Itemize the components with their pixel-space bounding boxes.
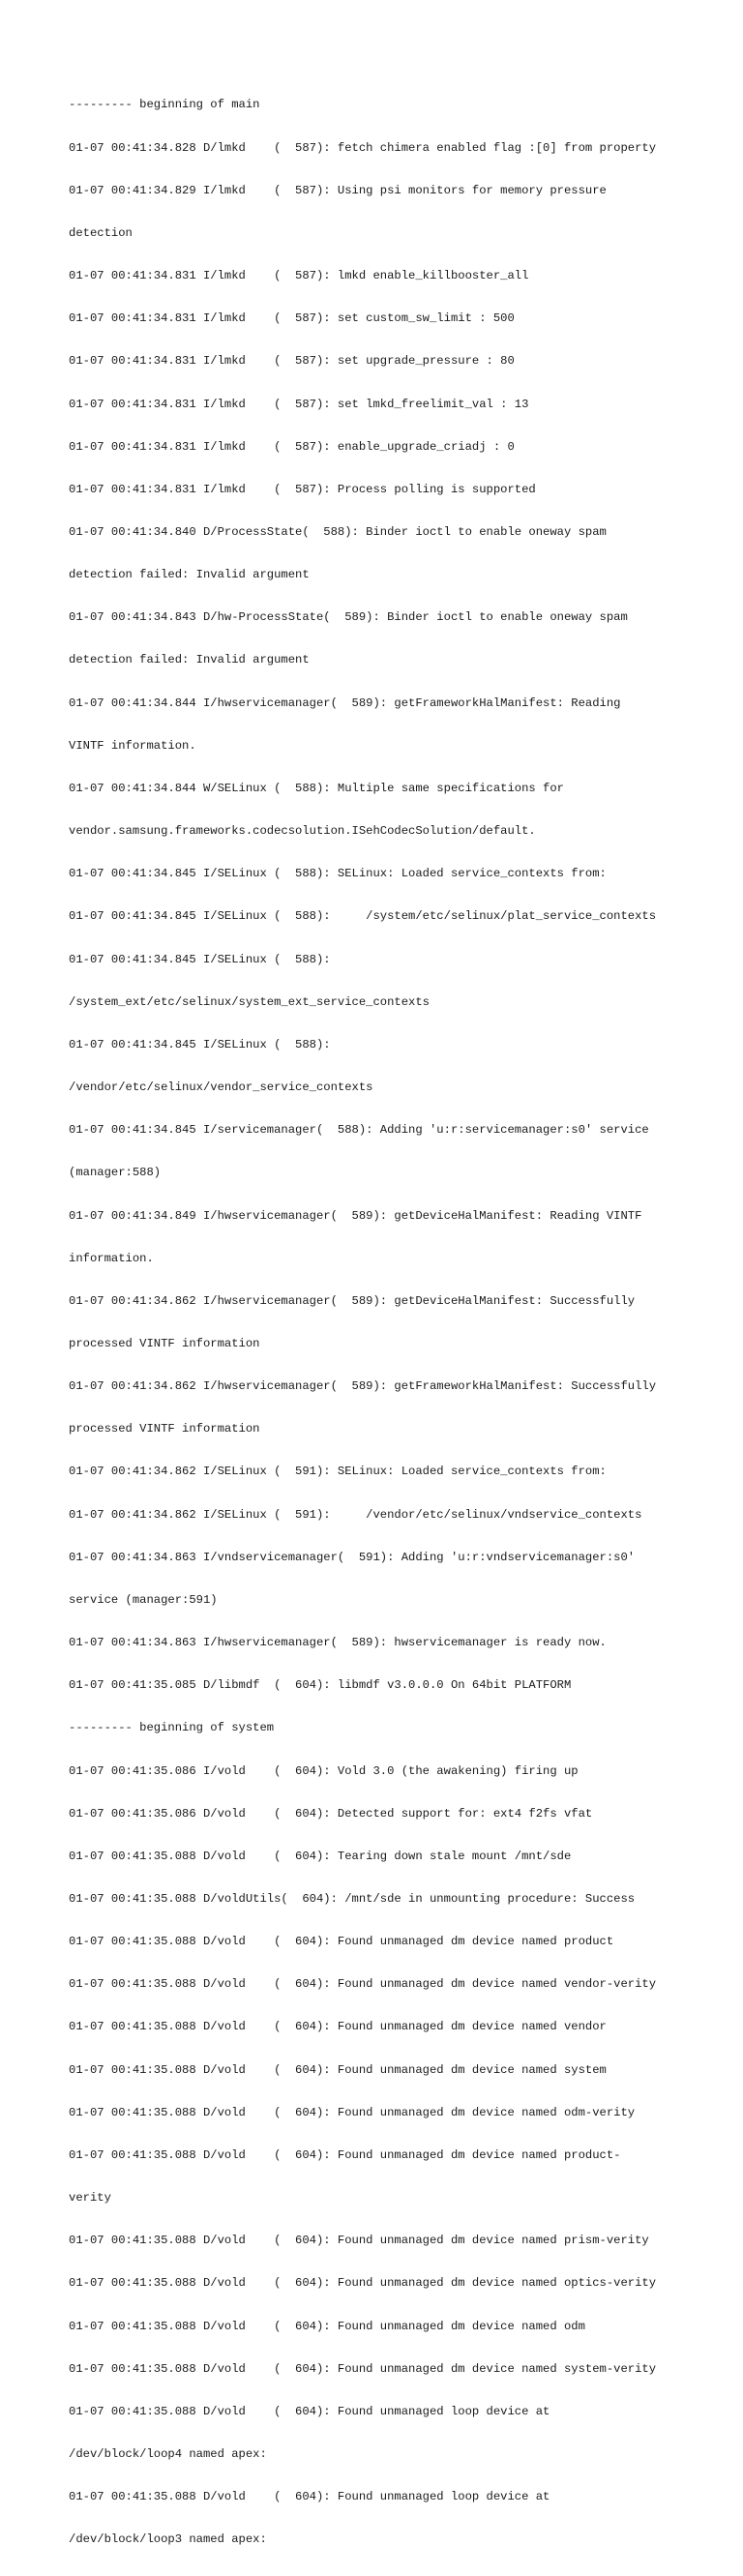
log-line: 01-07 00:41:35.088 D/vold ( 604): Found unmanaged dm device named odm-verity <box>69 2105 636 2119</box>
log-line: 01-07 00:41:34.845 I/SELinux ( 588): <box>69 1037 331 1051</box>
log-line: 01-07 00:41:34.831 I/lmkd ( 587): set lmkd_freelimit_val : 13 <box>69 397 529 411</box>
log-line: 01-07 00:41:35.088 D/vold ( 604): Found unmanaged dm device named product- <box>69 2147 621 2162</box>
log-line: 01-07 00:41:34.862 I/SELinux ( 591): SELinux: Loaded service_contexts from: <box>69 1465 607 1479</box>
log-line: 01-07 00:41:34.843 D/hw-ProcessState( 589): Binder ioctl to enable oneway spam <box>69 610 628 625</box>
log-line: service (manager:591) <box>69 1592 218 1607</box>
log-line: --------- beginning of system <box>69 1721 275 1735</box>
log-line: 01-07 00:41:34.831 I/lmkd ( 587): lmkd enable_killbooster_all <box>69 269 529 283</box>
log-line: processed VINTF information <box>69 1422 260 1436</box>
log-line: 01-07 00:41:35.088 D/vold ( 604): Found unmanaged loop device at <box>69 2490 550 2504</box>
log-line: 01-07 00:41:35.086 I/vold ( 604): Vold 3.0 (the awakening) firing up <box>69 1763 579 1778</box>
log-line: 01-07 00:41:35.088 D/vold ( 604): Found unmanaged dm device named odm <box>69 2319 585 2333</box>
log-line: detection failed: Invalid argument <box>69 568 310 582</box>
log-line: 01-07 00:41:34.840 D/ProcessState( 588): Binder ioctl to enable oneway spam <box>69 525 607 539</box>
log-line: 01-07 00:41:35.085 D/libmdf ( 604): libmdf v3.0.0.0 On 64bit PLATFORM <box>69 1678 572 1693</box>
log-line: 01-07 00:41:34.863 I/hwservicemanager( 589): hwservicemanager is ready now. <box>69 1636 607 1650</box>
log-line: 01-07 00:41:34.845 I/SELinux ( 588): <box>69 952 331 966</box>
log-line: 01-07 00:41:34.845 I/SELinux ( 588): SELinux: Loaded service_contexts from: <box>69 867 607 881</box>
log-line: verity <box>69 2191 111 2206</box>
log-line: 01-07 00:41:35.088 D/vold ( 604): Found unmanaged dm device named vendor-verity <box>69 1977 657 1992</box>
log-line: 01-07 00:41:35.086 D/vold ( 604): Detected support for: ext4 f2fs vfat <box>69 1806 593 1821</box>
log-line: 01-07 00:41:34.845 I/servicemanager( 588): Adding 'u:r:servicemanager:s0' service <box>69 1123 649 1138</box>
log-line: 01-07 00:41:34.862 I/SELinux ( 591): /vendor/etc/selinux/vndservice_contexts <box>69 1507 642 1522</box>
log-line: vendor.samsung.frameworks.codecsolution.ISehCodecSolution/default. <box>69 824 536 839</box>
log-line: 01-07 00:41:34.829 I/lmkd ( 587): Using psi monitors for memory pressure <box>69 183 607 197</box>
log-line: 01-07 00:41:34.862 I/hwservicemanager( 589): getFrameworkHalManifest: Successfully <box>69 1379 657 1394</box>
log-line: 01-07 00:41:35.088 D/voldUtils( 604): /mnt/sde in unmounting procedure: Success <box>69 1892 636 1906</box>
log-line: /system_ext/etc/selinux/system_ext_service_contexts <box>69 994 430 1009</box>
log-line: 01-07 00:41:34.862 I/hwservicemanager( 589): getDeviceHalManifest: Successfully <box>69 1293 636 1308</box>
log-line: 01-07 00:41:35.088 D/vold ( 604): Found unmanaged dm device named optics-verity <box>69 2276 657 2291</box>
log-line: 01-07 00:41:35.088 D/vold ( 604): Found unmanaged loop device at <box>69 2404 550 2418</box>
log-line: /dev/block/loop4 named apex: <box>69 2447 267 2462</box>
log-line: VINTF information. <box>69 738 196 753</box>
log-line: 01-07 00:41:34.831 I/lmkd ( 587): enable_upgrade_criadj : 0 <box>69 439 515 454</box>
log-line: 01-07 00:41:35.088 D/vold ( 604): Found unmanaged dm device named system <box>69 2062 607 2077</box>
log-line: 01-07 00:41:34.831 I/lmkd ( 587): Process polling is supported <box>69 482 536 496</box>
log-line: 01-07 00:41:35.088 D/vold ( 604): Found unmanaged dm device named product <box>69 1935 614 1949</box>
log-line: 01-07 00:41:34.844 W/SELinux ( 588): Multiple same specifications for <box>69 781 564 795</box>
log-line: 01-07 00:41:34.849 I/hwservicemanager( 589): getDeviceHalManifest: Reading VINTF <box>69 1208 642 1223</box>
log-line: 01-07 00:41:34.831 I/lmkd ( 587): set upgrade_pressure : 80 <box>69 354 515 369</box>
log-line: /dev/block/loop3 named apex: <box>69 2532 267 2547</box>
log-line: 01-07 00:41:34.863 I/vndservicemanager( 591): Adding 'u:r:vndservicemanager:s0' <box>69 1550 636 1564</box>
log-line: processed VINTF information <box>69 1336 260 1350</box>
log-line: (manager:588) <box>69 1166 162 1180</box>
log-line: 01-07 00:41:35.088 D/vold ( 604): Found unmanaged dm device named prism-verity <box>69 2234 649 2248</box>
log-line: detection failed: Invalid argument <box>69 653 310 667</box>
log-line: 01-07 00:41:34.831 I/lmkd ( 587): set custom_sw_limit : 500 <box>69 311 515 326</box>
log-line: 01-07 00:41:34.845 I/SELinux ( 588): /system/etc/selinux/plat_service_contexts <box>69 909 657 924</box>
log-line: 01-07 00:41:34.844 I/hwservicemanager( 589): getFrameworkHalManifest: Reading <box>69 696 621 710</box>
log-line: detection <box>69 225 133 240</box>
log-line: information. <box>69 1251 154 1265</box>
log-line: /vendor/etc/selinux/vendor_service_contexts <box>69 1081 373 1095</box>
log-line: 01-07 00:41:35.088 D/vold ( 604): Found unmanaged dm device named system-verity <box>69 2361 657 2376</box>
log-line: 01-07 00:41:35.088 D/vold ( 604): Tearing down stale mount /mnt/sde <box>69 1849 572 1863</box>
log-text <box>69 70 688 2576</box>
log-line: 01-07 00:41:34.828 D/lmkd ( 587): fetch chimera enabled flag :[0] from property <box>69 140 657 155</box>
log-line: --------- beginning of main <box>69 98 260 112</box>
log-line: 01-07 00:41:35.088 D/vold ( 604): Found unmanaged dm device named vendor <box>69 2020 607 2034</box>
